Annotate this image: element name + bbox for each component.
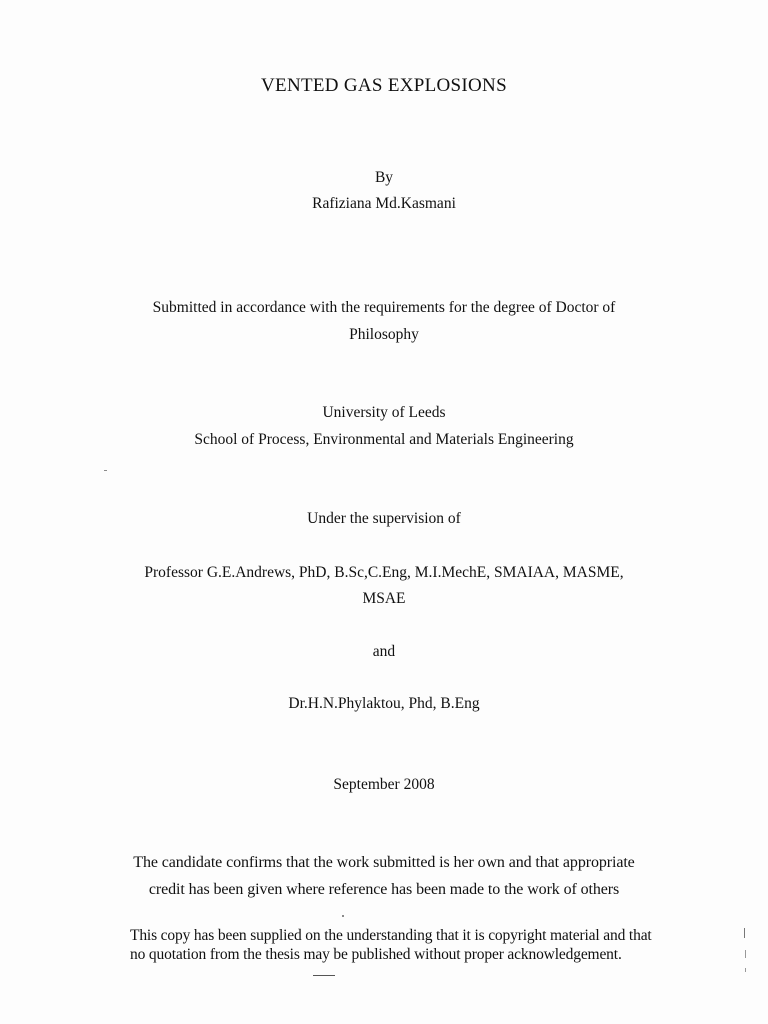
submission-statement-line1: Submitted in accordance with the requirements for the degree of Doctor of xyxy=(152,299,616,316)
scan-mark xyxy=(313,975,335,976)
scan-edge-mark xyxy=(745,950,746,958)
scan-speck xyxy=(104,470,107,471)
copyright-notice-line2: no quotation from the thesis may be published without proper acknowledgement. xyxy=(130,946,622,963)
supervisor-secondary: Dr.H.N.Phylaktou, Phd, B.Eng xyxy=(288,695,480,712)
school-name: School of Process, Environmental and Materials Engineering xyxy=(194,431,574,448)
copyright-notice-line1: This copy has been supplied on the understanding that it is copyright material and that xyxy=(130,927,652,944)
submission-statement-line2: Philosophy xyxy=(349,326,419,343)
by-label: By xyxy=(374,169,394,186)
supervisor-conjunction: and xyxy=(372,643,396,660)
declaration-line2: credit has been given where reference has been made to the work of others xyxy=(148,881,620,898)
declaration-line1: The candidate confirms that the work submitted is her own and that appropriate xyxy=(133,854,635,871)
supervisor-primary-line1: Professor G.E.Andrews, PhD, B.Sc,C.Eng, M.I.MechE, SMAIAA, MASME, xyxy=(144,564,624,581)
thesis-title: VENTED GAS EXPLOSIONS xyxy=(261,75,507,96)
author-name: Rafiziana Md.Kasmani xyxy=(312,195,456,212)
supervision-intro: Under the supervision of xyxy=(307,510,461,527)
scan-edge-mark xyxy=(744,928,745,938)
scan-edge-mark xyxy=(745,968,746,972)
university-name: University of Leeds xyxy=(322,404,446,421)
scan-speck xyxy=(342,915,344,917)
submission-date: September 2008 xyxy=(333,776,435,793)
supervisor-primary-line2: MSAE xyxy=(362,590,406,607)
